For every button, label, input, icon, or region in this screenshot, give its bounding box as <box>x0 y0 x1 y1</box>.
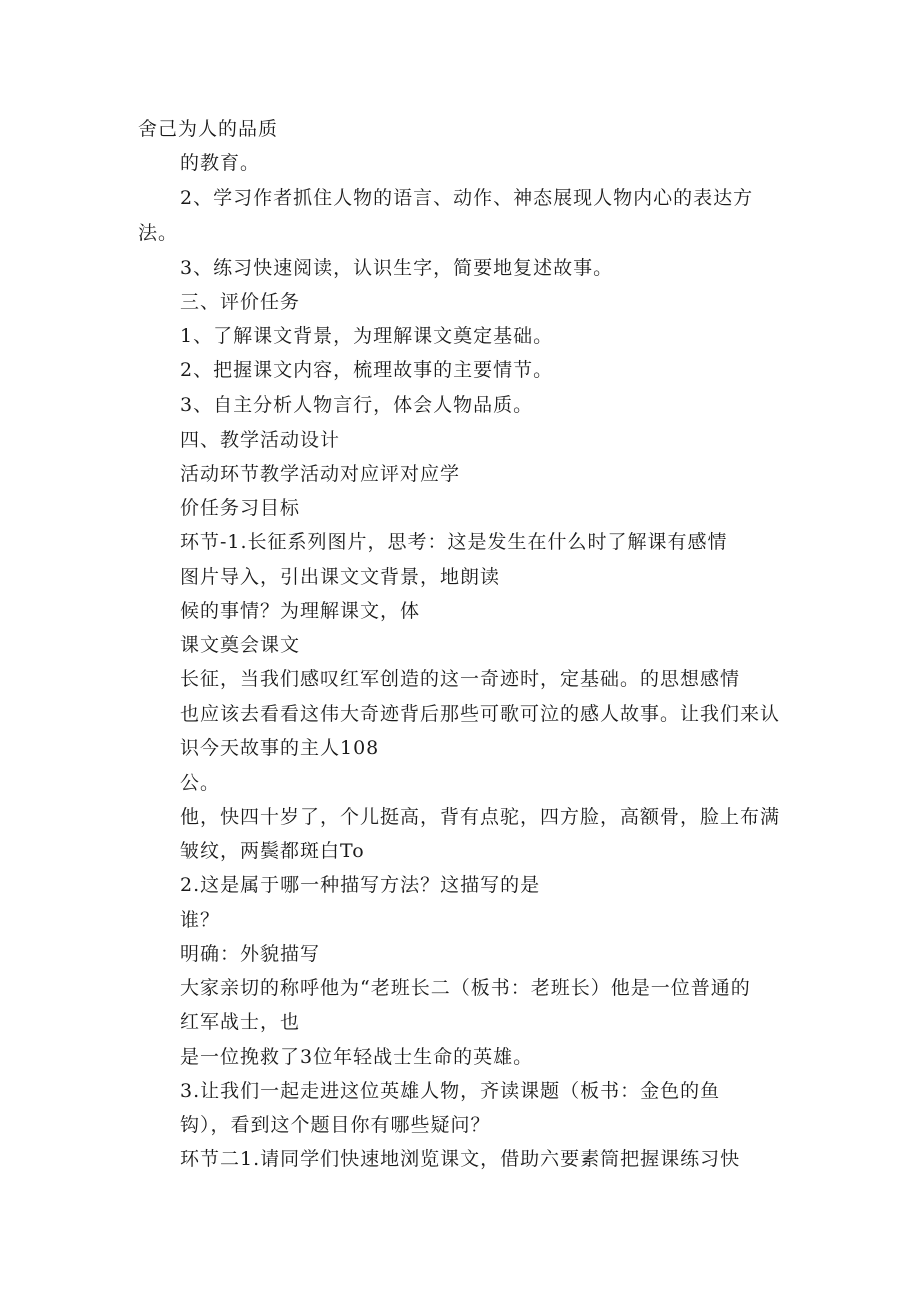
text-line: 2、学习作者抓住人物的语言、动作、神态展现人物内心的表达方 <box>180 187 754 209</box>
text-line: 也应该去看看这伟大奇迹背后那些可歌可泣的感人故事。让我们来认 <box>180 703 781 725</box>
text-line: 的教育。 <box>180 152 261 174</box>
text-line: 谁？ <box>180 909 221 931</box>
text-line: 他，快四十岁了，个儿挺高，背有点驼，四方脸，高额骨，脸上布满 <box>180 806 781 828</box>
text-line: 2.这是属于哪一种描写方法？这描写的是 <box>180 874 541 896</box>
text-line: 舍己为人的品质 <box>138 118 279 140</box>
text-line: 公。 <box>180 772 221 794</box>
text-line: 红军战士，也 <box>180 1011 301 1033</box>
text-line: 1、了解课文背景，为理解课文奠定基础。 <box>180 325 554 347</box>
text-line: 钩），看到这个题目你有哪些疑问？ <box>180 1114 491 1136</box>
text-line: 3、练习快速阅读，认识生字，简要地复述故事。 <box>180 257 614 279</box>
text-line: 长征，当我们感叹红军创造的这一奇迹时，定基础。的思想感情 <box>180 668 741 690</box>
text-line: 活动环节教学活动对应评对应学 <box>180 463 461 485</box>
text-line: 环节二1.请同学们快速地浏览课文，借助六要素筒把握课练习快 <box>180 1148 741 1170</box>
text-line: 皱纹，两鬓都斑白To <box>180 840 365 862</box>
text-line: 大家亲切的称呼他为“老班长二（板书：老班长）他是一位普通的 <box>180 977 751 999</box>
text-line: 价任务习目标 <box>180 497 301 519</box>
text-line: 识今天故事的主人108 <box>180 737 380 759</box>
text-line: 是一位挽救了3位年轻战士生命的英雄。 <box>180 1046 534 1068</box>
text-line: 3、自主分析人物言行，体会人物品质。 <box>180 394 534 416</box>
text-line: 3.让我们一起走进这位英雄人物，齐读课题（板书：金色的鱼 <box>180 1080 721 1102</box>
text-line: 课文奠会课文 <box>180 634 301 656</box>
text-line: 候的事情？为理解课文，体 <box>180 600 421 622</box>
text-line: 图片导入，引出课文文背景，地朗读 <box>180 566 501 588</box>
text-line: 2、把握课文内容，梳理故事的主要情节。 <box>180 359 554 381</box>
text-line: 法。 <box>138 222 179 244</box>
text-line: 明确：外貌描写 <box>180 943 321 965</box>
section-heading: 四、教学活动设计 <box>180 429 341 451</box>
section-heading: 三、评价任务 <box>180 291 301 313</box>
text-line: 环节-1.长征系列图片，思考：这是发生在什么时了解课有感情 <box>180 531 728 553</box>
